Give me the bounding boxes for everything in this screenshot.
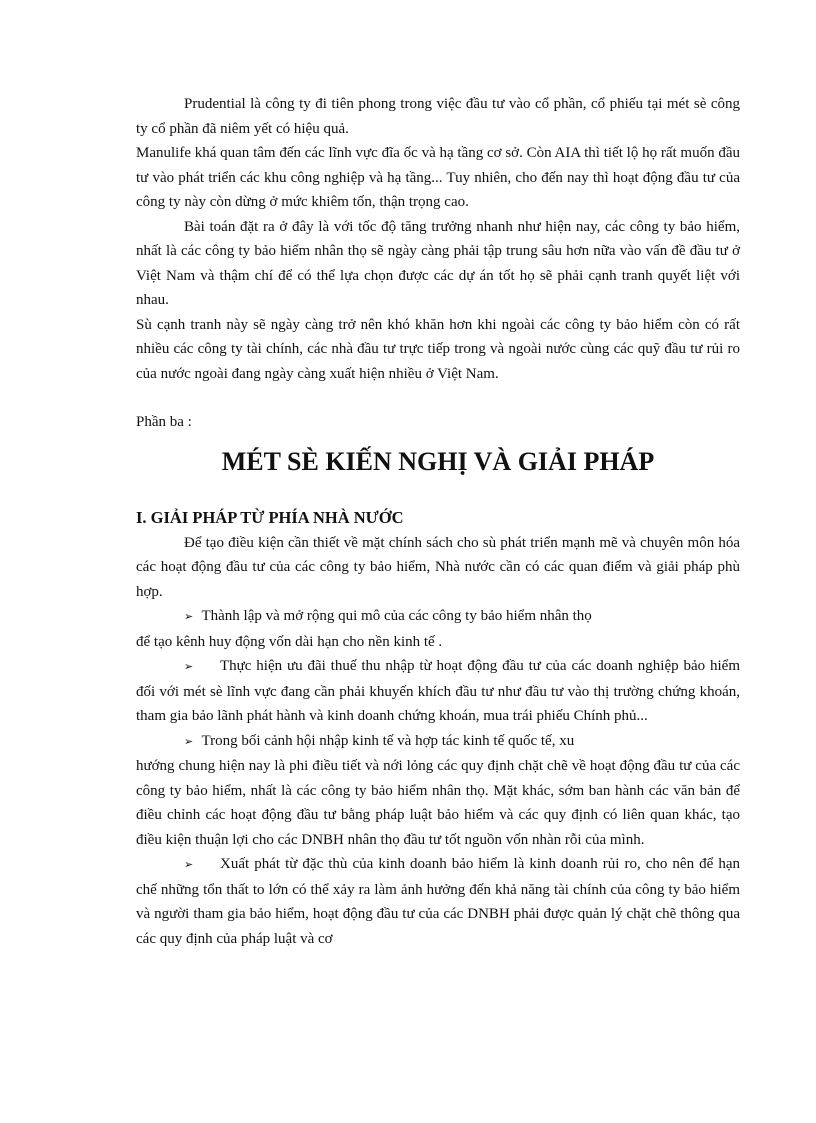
- list-item: [136, 604, 740, 654]
- arrow-bullet-icon: ➢: [184, 859, 194, 871]
- arrow-bullet-icon: ➢: [184, 661, 194, 673]
- bullet-rest: hướng chung hiện nay là phi điều tiết và nới lỏng các quy định chặt chẽ về hoạt động đầu tư của các công ty bảo hiểm, nhất là các công ty bảo hiểm nhân thọ. Mặt khác, sớm ban hành các văn bản để điều chỉnh các hoạt động đầu tư bằng pháp luật bảo hiểm và các quy định có liên quan khác, tạo điều kiện thuận lợi cho các DNBH nhân thọ đầu tư tốt nguồn vốn nhàn rỗi của mình.: [136, 758, 740, 848]
- page-body: [136, 92, 740, 951]
- part-title: MÉT SÈ KIẾN NGHỊ VÀ GIẢI PHÁP: [221, 446, 655, 476]
- list-item: [136, 654, 740, 729]
- bullet-rest: để tạo kênh huy động vốn dài hạn cho nền kinh tế .: [136, 633, 443, 650]
- list-item: [136, 852, 740, 951]
- list-item: [136, 729, 740, 853]
- section-title: I. GIẢI PHÁP TỪ PHÍA NHÀ NƯỚC: [136, 507, 404, 527]
- paragraph-competition: Sù cạnh tranh này sẽ ngày càng trở nên khó khăn hơn khi ngoài các công ty bảo hiểm còn có rất nhiều các công ty tài chính, các nhà đầu tư trực tiếp trong và ngoài nước cùng các quỹ đầu tư rủi ro của nước ngoài đang ngày càng xuất hiện nhiều ở Việt Nam.: [136, 316, 740, 382]
- paragraph-problem: Bài toán đặt ra ở đây là với tốc độ tăng trưởng nhanh như hiện nay, các công ty bảo hiểm, nhất là các công ty bảo hiểm nhân thọ sẽ ngày càng phải tập trung sâu hơn nữa vào vấn đề đầu tư ở Việt Nam và thậm chí để có thể lựa chọn được các dự án tốt họ sẽ phải cạnh tranh quyết liệt với nhau.: [136, 218, 740, 308]
- bullet-lead: Trong bối cảnh hội nhập kinh tế và hợp tác kinh tế quốc tế, xu: [201, 732, 575, 749]
- paragraph-prudential: Prudential là công ty đi tiên phong trong việc đầu tư vào cổ phần, cổ phiếu tại mét sè công ty cổ phần đã niêm yết có hiệu quả.: [136, 96, 740, 137]
- bullet-lead: Xuất phát từ đặc thù của kinh doanh bảo hiểm là kinh doanh rủi ro, cho nên để hạn chế những tổn thất to lớn có thể xảy ra làm ảnh hưởng đến khả năng tài chính của công ty bảo hiểm và người tham gia bảo hiểm, hoạt động đầu tư của các DNBH phải được quản lý chặt chẽ thông qua các quy định của pháp luật và cơ: [136, 856, 740, 947]
- arrow-bullet-icon: ➢: [184, 735, 194, 748]
- section-intro: Để tạo điều kiện cần thiết về mặt chính sách cho sù phát triển mạnh mẽ và chuyên môn hóa các hoạt động đầu tư của các công ty bảo hiểm, Nhà nước cần có các quan điểm và giải pháp phù hợp.: [136, 534, 740, 600]
- bullet-lead: Thành lập và mở rộng qui mô của các công ty bảo hiểm nhân thọ: [201, 608, 592, 624]
- part-label: Phần ba :: [136, 414, 192, 430]
- bullet-lead: Thực hiện ưu đãi thuế thu nhập từ hoạt động đầu tư của các doanh nghiệp bảo hiểm đối với mét sè lĩnh vực đang cần phải khuyến khích đầu tư như đầu tư vào thị trường chứng khoán, tham gia bảo lãnh phát hành và kinh doanh chứng khoán, mua trái phiếu Chính phủ...: [136, 658, 740, 724]
- arrow-bullet-icon: ➢: [184, 611, 194, 623]
- paragraph-manulife: Manulife khá quan tâm đến các lĩnh vực đĩa ốc và hạ tầng cơ sở. Còn AIA thì tiết lộ họ rất muốn đầu tư vào phát triển các khu công nghiệp và hạ tầng... Tuy nhiên, cho đến nay thì hoạt động đầu tư của công ty này còn dừng ở mức khiêm tốn, thận trọng cao.: [136, 145, 740, 210]
